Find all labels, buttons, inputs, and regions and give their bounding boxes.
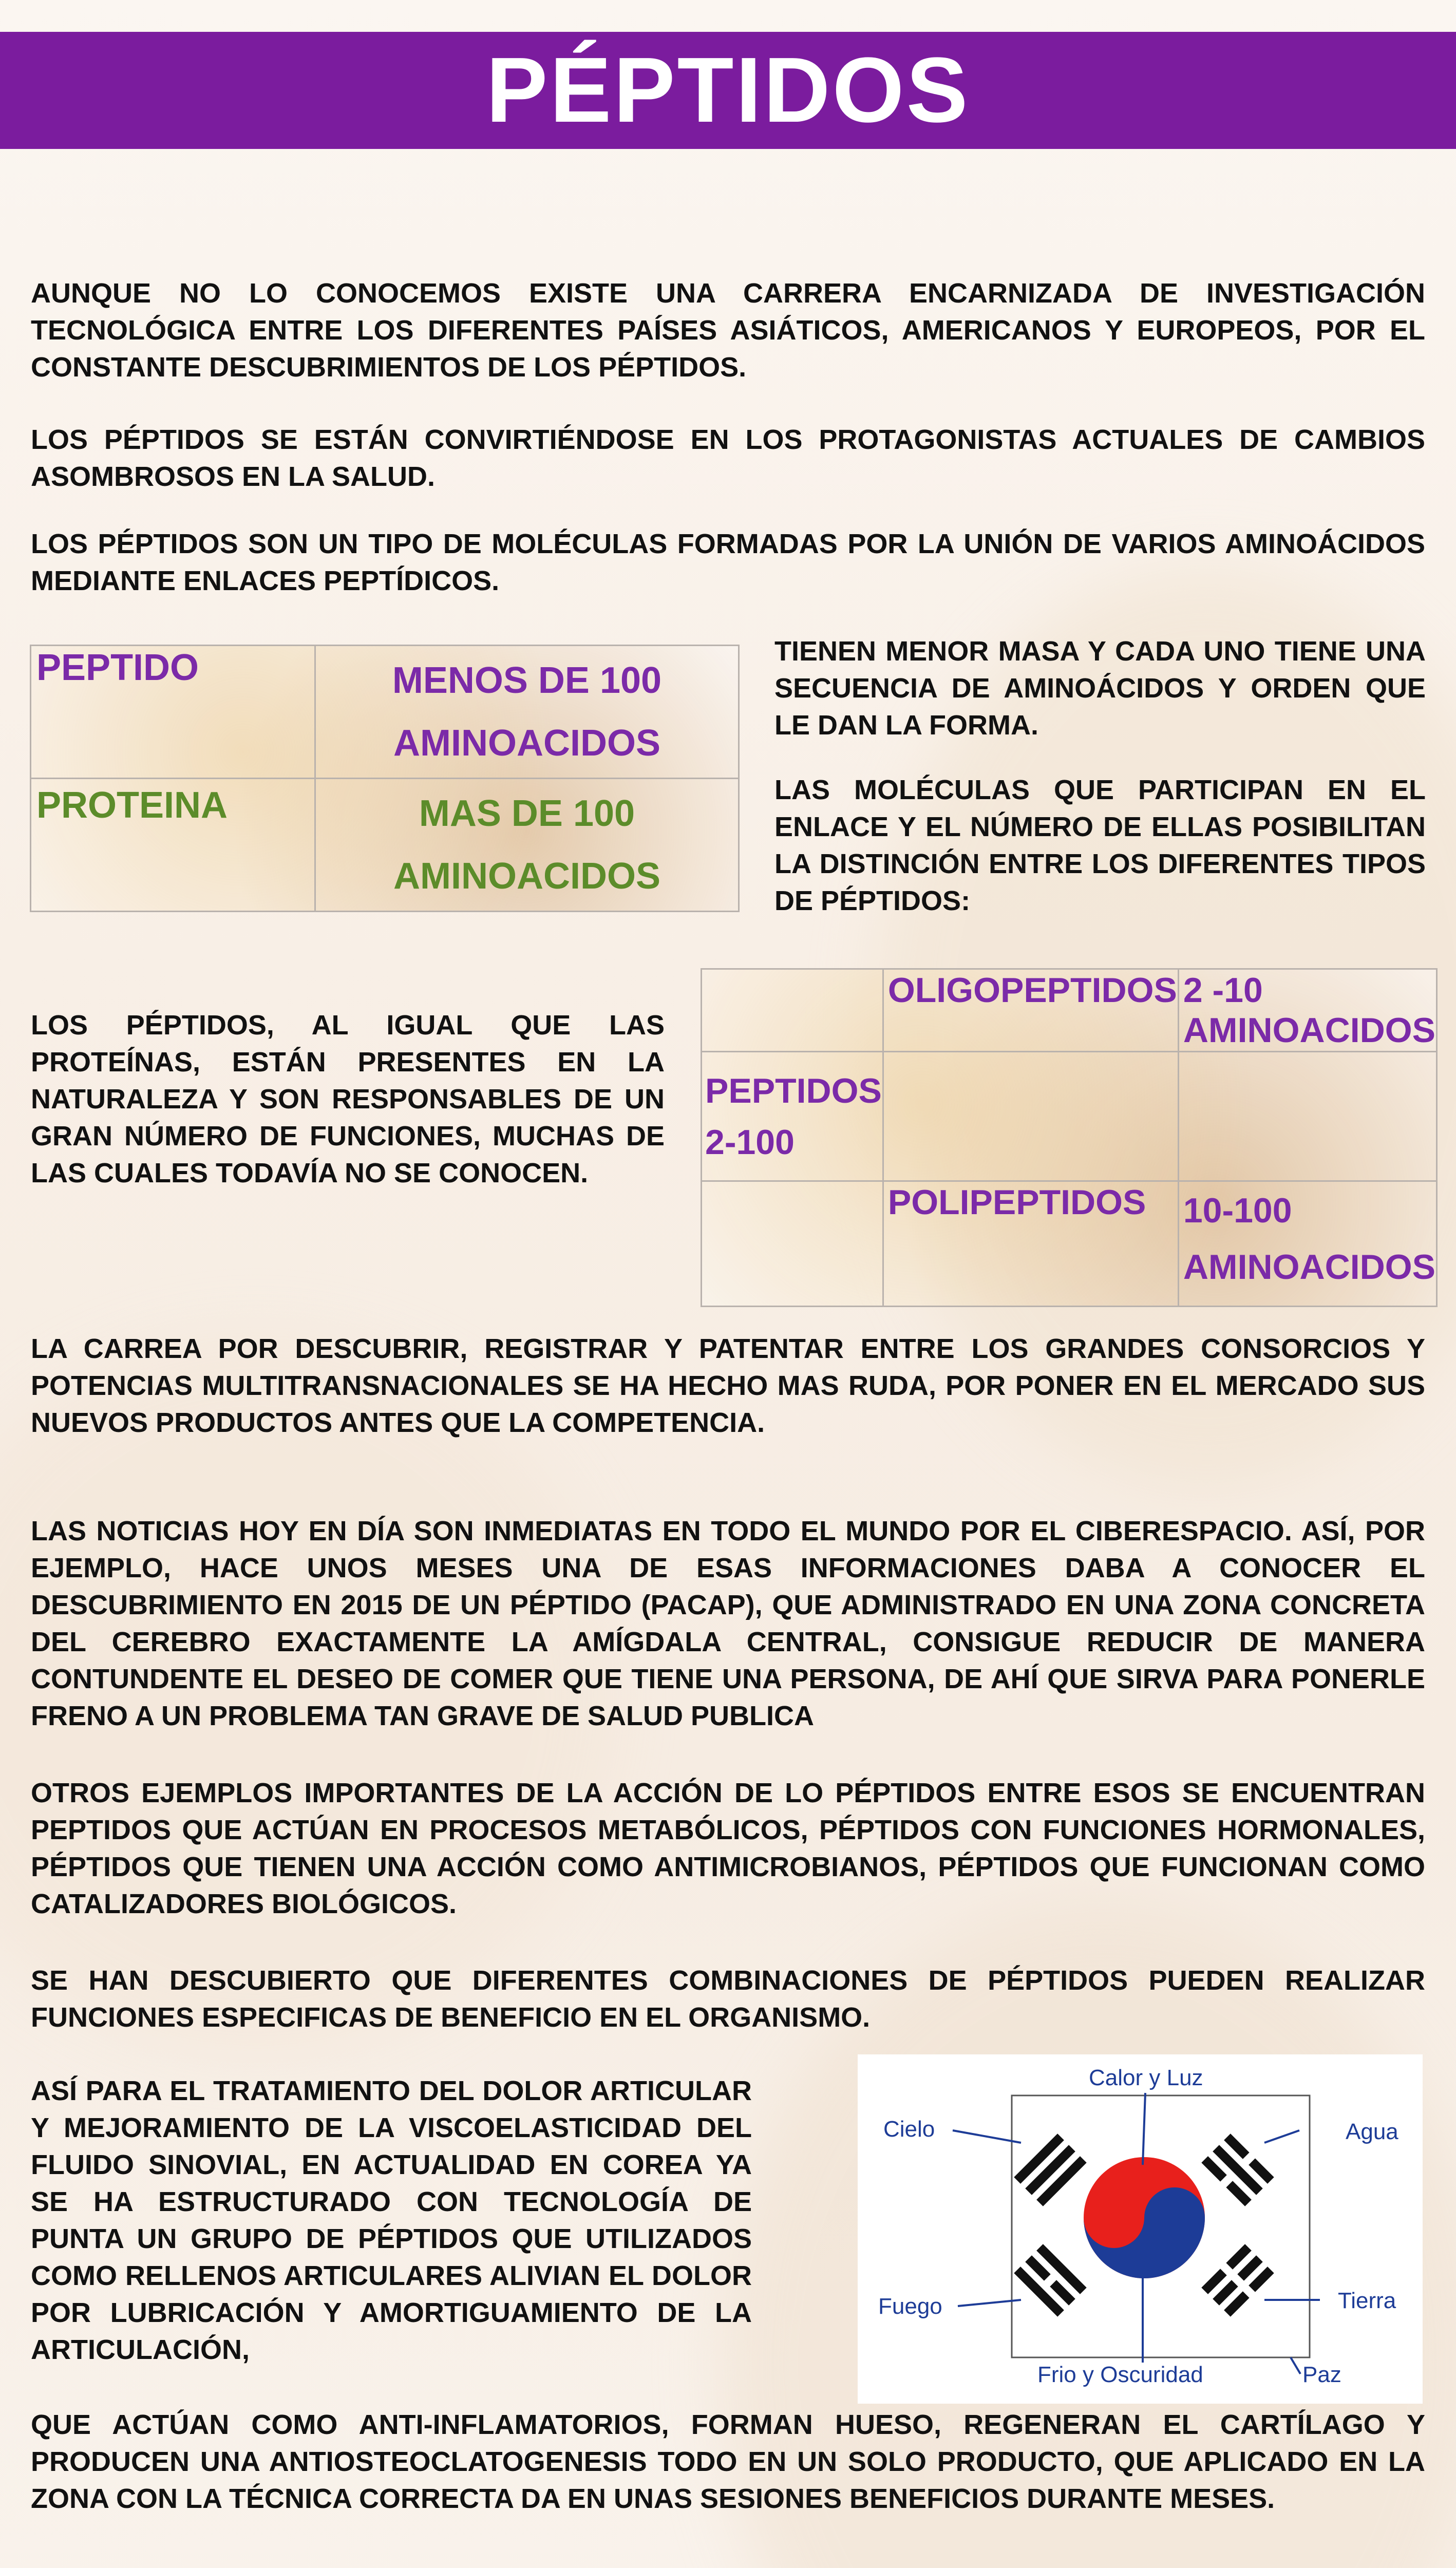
row-header-line: PEPTIDOS (705, 1071, 882, 1110)
intro-paragraph-3: LOS PÉPTIDOS SON UN TIPO DE MOLÉCULAS FORMADAS POR LA UNIÓN DE VARIOS AMINOÁCIDOS MEDIANTE ENLACES PEPTÍDICOS. (31, 528, 1425, 596)
korea-paragraph-continued: QUE ACTÚAN COMO ANTI-INFLAMATORIOS, FORMAN HUESO, REGENERAN EL CARTÍLAGO Y PRODUCEN UNA ANTIOSTEOCLATOGENESIS TODO EN UN SOLO PRODUCTO, QUE APLICADO EN LA ZONA CON LA TÉCNICA CORRECTA DA EN UNAS SESIONES BENEFICIOS DURANTE MESES. (31, 2409, 1425, 2514)
flag-label-cielo: Cielo (883, 2117, 935, 2142)
flag-label-bottom: Frio y Oscuridad (1037, 2362, 1203, 2387)
korean-flag-diagram (858, 2054, 1423, 2404)
flag-label-tierra: Tierra (1338, 2288, 1396, 2313)
table-value-proteina (315, 779, 739, 912)
body-paragraph-1: LA CARREA POR DESCUBRIR, REGISTRAR Y PATENTAR ENTRE LOS GRANDES CONSORCIOS Y POTENCIAS MULTITRANSNACIONALES SE HA HECHO MAS RUDA, POR PONER EN EL MERCADO SUS NUEVOS PRODUCTOS ANTES QUE LA COMPETENCIA. (31, 1333, 1425, 1438)
oligo-value: 2 -10 AMINOACIDOS (1178, 969, 1436, 1052)
flag-label-agua: Agua (1346, 2119, 1398, 2144)
flag-label-paz: Paz (1302, 2362, 1341, 2387)
side-paragraph-1: TIENEN MENOR MASA Y CADA UNO TIENE UNA SECUENCIA DE AMINOÁCIDOS Y ORDEN QUE LE DAN LA FORMA. (774, 636, 1426, 741)
table-value-peptido (315, 646, 739, 779)
poli-value-line: AMINOACIDOS (1183, 1248, 1435, 1287)
flag-label-top: Calor y Luz (1089, 2065, 1203, 2090)
table-value-line: AMINOACIDOS (393, 856, 660, 897)
poli-value-line: 10-100 (1183, 1191, 1292, 1230)
poli-label: POLIPEPTIDOS (883, 1181, 1178, 1307)
korea-paragraph: ASÍ PARA EL TRATAMIENTO DEL DOLOR ARTICULAR Y MEJORAMIENTO DE LA VISCOELASTICIDAD DEL FLUIDO SINOVIAL, EN ACTUALIDAD EN COREA YA SE HA ESTRUCTURADO CON TECNOLOGÍA DE PUNTA UN GRUPO DE PÉPTIDOS QUE UTILIZADOS COMO RELLENOS ARTICULARES ALIVIAN EL DOLOR POR LUBRICACIÓN Y AMORTIGUAMIENTO DE LA ARTICULACIÓN, (31, 2075, 752, 2365)
table-label-peptido: PEPTIDO (31, 646, 315, 779)
peptide-types-table (701, 968, 1438, 1307)
side-paragraph-3: LOS PÉPTIDOS, AL IGUAL QUE LAS PROTEÍNAS, ESTÁN PRESENTES EN LA NATURALEZA Y SON RESPONSABLES DE UN GRAN NÚMERO DE FUNCIONES, MUCHAS DE LAS CUALES TODAVÍA NO SE CONOCEN. (31, 1010, 665, 1188)
row-header-line: 2-100 (705, 1122, 795, 1162)
table-label-proteina: PROTEINA (31, 779, 315, 912)
body-paragraph-4: SE HAN DESCUBIERTO QUE DIFERENTES COMBINACIONES DE PÉPTIDOS PUEDEN REALIZAR FUNCIONES ESPECIFICAS DE BENEFICIO EN EL ORGANISMO. (31, 1965, 1425, 2033)
flag-label-fuego: Fuego (878, 2294, 942, 2319)
body-paragraph-2: LAS NOTICIAS HOY EN DÍA SON INMEDIATAS EN TODO EL MUNDO POR EL CIBERESPACIO. ASÍ, POR EJEMPLO, HACE UNOS MESES UNA DE ESAS INFORMACIONES DABA A CONOCER EL DESCUBRIMIENTO EN 2015 DE UN PÉPTIDO (PACAP), QUE ADMINISTRADO EN UNA ZONA CONCRETA DEL CEREBRO EXACTAMENTE LA AMÍGDALA CENTRAL, CONSIGUE REDUCIR DE MANERA CONTUNDENTE EL DESEO DE COMER QUE TIENE UNA PERSONA, DE AHÍ QUE SIRVA PARA PONERLE FRENO A UN PROBLEMA TAN GRAVE DE SALUD PUBLICA (31, 1516, 1425, 1731)
empty-cell (1178, 1052, 1436, 1181)
poli-value (1178, 1181, 1436, 1307)
intro-paragraph-2: LOS PÉPTIDOS SE ESTÁN CONVIRTIÉNDOSE EN LOS PROTAGONISTAS ACTUALES DE CAMBIOS ASOMBROSOS EN LA SALUD. (31, 424, 1425, 492)
intro-paragraph-1: AUNQUE NO LO CONOCEMOS EXISTE UNA CARRERA ENCARNIZADA DE INVESTIGACIÓN TECNOLÓGICA ENTRE LOS DIFERENTES PAÍSES ASIÁTICOS, AMERICANOS Y EUROPEOS, POR EL CONSTANTE DESCUBRIMIENTOS DE LOS PÉPTIDOS. (31, 278, 1425, 383)
table-value-line: MENOS DE 100 (392, 660, 662, 701)
empty-cell (702, 1181, 883, 1307)
empty-cell (883, 1052, 1178, 1181)
taegeuk-symbol (1084, 2157, 1205, 2278)
peptide-protein-table (30, 645, 740, 912)
peptidos-row-header (702, 1052, 883, 1181)
oligo-label: OLIGOPEPTIDOS (883, 969, 1178, 1052)
body-paragraph-3: OTROS EJEMPLOS IMPORTANTES DE LA ACCIÓN DE LO PÉPTIDOS ENTRE ESOS SE ENCUENTRAN PEPTIDOS QUE ACTÚAN EN PROCESOS METABÓLICOS, PÉPTIDOS CON FUNCIONES HORMONALES, PÉPTIDOS QUE TIENEN UNA ACCIÓN COMO ANTIMICROBIANOS, PÉPTIDOS QUE FUNCIONAN COMO CATALIZADORES BIOLÓGICOS. (31, 1778, 1425, 1919)
empty-cell (702, 969, 883, 1052)
table-value-line: MAS DE 100 (419, 793, 635, 834)
table-value-line: AMINOACIDOS (393, 723, 660, 764)
page-title: PÉPTIDOS (0, 32, 1456, 149)
flag-svg (858, 2054, 1423, 2404)
side-paragraph-2: LAS MOLÉCULAS QUE PARTICIPAN EN EL ENLACE Y EL NÚMERO DE ELLAS POSIBILITAN LA DISTINCIÓN ENTRE LOS DIFERENTES TIPOS DE PÉPTIDOS: (774, 775, 1426, 916)
